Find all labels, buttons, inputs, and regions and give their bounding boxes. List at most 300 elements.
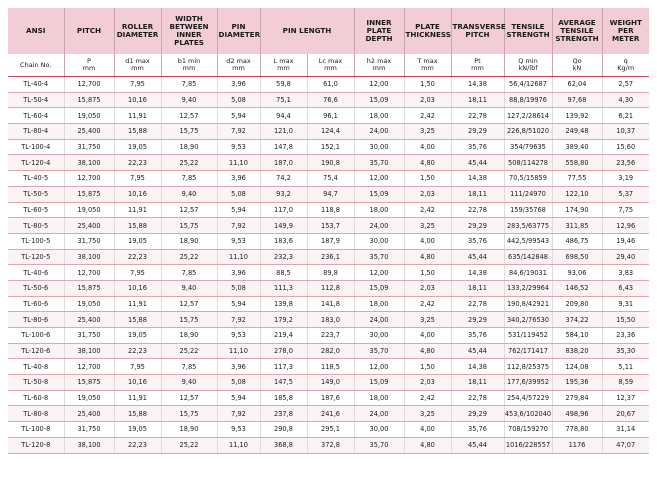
table-row (8, 406, 649, 422)
table-cell: 3,25 (404, 312, 451, 328)
table-row (8, 202, 649, 218)
table-cell: 7,85 (161, 359, 217, 375)
table-cell: 25,400 (64, 312, 114, 328)
table-cell: 153,7 (307, 218, 354, 234)
table-cell: 24,00 (354, 218, 404, 234)
table-cell: 19,05 (114, 233, 161, 249)
table-cell: 35,76 (451, 233, 504, 249)
table-cell: 122,10 (552, 186, 602, 202)
table-cell: 25,22 (161, 155, 217, 171)
table-cell: 149,0 (307, 375, 354, 391)
table-cell: 25,22 (161, 343, 217, 359)
table-cell: 15,88 (114, 312, 161, 328)
table-cell: 23,56 (602, 155, 649, 171)
table-cell: 18,00 (354, 296, 404, 312)
chain-no-cell: TL-80-5 (8, 218, 64, 234)
subheader-cell (404, 54, 451, 77)
table-cell: 7,92 (217, 124, 260, 140)
table-cell: 31,750 (64, 139, 114, 155)
table-cell: 584,10 (552, 328, 602, 344)
table-cell: 7,92 (217, 406, 260, 422)
table-cell: 15,875 (64, 375, 114, 391)
chain-no-cell: TL-120-4 (8, 155, 64, 171)
table-cell: 187,6 (307, 390, 354, 406)
table-cell: 778,80 (552, 422, 602, 438)
table-cell: 31,750 (64, 422, 114, 438)
table-cell: 4,00 (404, 328, 451, 344)
subheader-symbol: Qo (572, 57, 582, 65)
table-cell: 45,44 (451, 249, 504, 265)
subheader-cell (451, 54, 504, 77)
table-cell: 19,05 (114, 328, 161, 344)
table-row (8, 77, 649, 93)
chain-spec-table-container (8, 8, 649, 454)
table-cell: 282,0 (307, 343, 354, 359)
table-cell: 12,700 (64, 359, 114, 375)
table-cell: 9,53 (217, 328, 260, 344)
table-cell: 7,85 (161, 171, 217, 187)
table-row (8, 139, 649, 155)
table-cell: 7,85 (161, 265, 217, 281)
subheader-unit: mm (277, 64, 290, 72)
table-cell: 38,100 (64, 343, 114, 359)
table-cell: 29,29 (451, 218, 504, 234)
table-cell: 75,4 (307, 171, 354, 187)
table-cell: 15,875 (64, 280, 114, 296)
header-pin-diameter: PIN DIAMETER (217, 8, 260, 54)
table-cell: 12,700 (64, 265, 114, 281)
table-cell: 9,31 (602, 296, 649, 312)
table-cell: 35,70 (354, 437, 404, 453)
subheader-cell (602, 54, 649, 77)
table-cell: 15,75 (161, 218, 217, 234)
table-cell: 11,10 (217, 249, 260, 265)
table-cell: 20,67 (602, 406, 649, 422)
table-row (8, 343, 649, 359)
table-cell: 2,03 (404, 186, 451, 202)
table-cell: 4,00 (404, 233, 451, 249)
table-cell: 112,8/25375 (504, 359, 552, 375)
table-cell: 187,9 (307, 233, 354, 249)
subheader-unit: mm (82, 64, 96, 72)
chain-no-cell: TL-50-6 (8, 280, 64, 296)
table-cell: 124,4 (307, 124, 354, 140)
table-cell: 22,23 (114, 343, 161, 359)
table-cell: 117,3 (260, 359, 307, 375)
table-cell: 183,0 (307, 312, 354, 328)
table-cell: 15,75 (161, 406, 217, 422)
table-row (8, 437, 649, 453)
table-cell: 389,40 (552, 139, 602, 155)
table-cell: 22,23 (114, 249, 161, 265)
table-cell: 3,19 (602, 171, 649, 187)
table-cell: 141,8 (307, 296, 354, 312)
table-row (8, 186, 649, 202)
subheader-symbol: Lc max (318, 57, 343, 65)
table-cell: 1,50 (404, 171, 451, 187)
table-row (8, 249, 649, 265)
table-cell: 279,84 (552, 390, 602, 406)
table-cell: 15,88 (114, 124, 161, 140)
table-cell: 226,8/51020 (504, 124, 552, 140)
table-cell: 24,00 (354, 124, 404, 140)
table-cell: 62,04 (552, 77, 602, 93)
table-cell: 133,2/29964 (504, 280, 552, 296)
table-cell: 18,90 (161, 328, 217, 344)
table-cell: 35,30 (602, 343, 649, 359)
table-cell: 9,40 (161, 280, 217, 296)
table-cell: 5,08 (217, 186, 260, 202)
subheader-unit: mm (421, 64, 434, 72)
table-cell: 29,29 (451, 312, 504, 328)
subheader-cell (8, 54, 64, 77)
table-cell: 179,2 (260, 312, 307, 328)
table-cell: 236,1 (307, 249, 354, 265)
table-cell: 59,8 (260, 77, 307, 93)
table-row (8, 422, 649, 438)
table-cell: 1016/228557 (504, 437, 552, 453)
table-cell: 22,23 (114, 437, 161, 453)
header-row (8, 8, 649, 54)
table-cell: 2,42 (404, 108, 451, 124)
table-cell: 3,96 (217, 171, 260, 187)
table-row (8, 124, 649, 140)
table-cell: 30,00 (354, 139, 404, 155)
table-cell: 3,25 (404, 124, 451, 140)
table-cell: 24,00 (354, 312, 404, 328)
subheader-symbol: q (623, 57, 628, 65)
chain-no-cell: TL-120-8 (8, 437, 64, 453)
table-cell: 76,6 (307, 92, 354, 108)
table-cell: 96,1 (307, 108, 354, 124)
table-cell: 18,90 (161, 233, 217, 249)
table-row (8, 108, 649, 124)
table-cell: 15,60 (602, 139, 649, 155)
table-cell: 11,10 (217, 155, 260, 171)
table-cell: 6,21 (602, 108, 649, 124)
chain-no-cell: TL-60-5 (8, 202, 64, 218)
subheader-symbol: d2 max (226, 57, 251, 65)
table-cell: 4,80 (404, 155, 451, 171)
table-cell: 19,050 (64, 108, 114, 124)
table-cell: 19,05 (114, 139, 161, 155)
table-cell: 223,7 (307, 328, 354, 344)
table-cell: 2,42 (404, 202, 451, 218)
table-cell: 15,09 (354, 375, 404, 391)
table-cell: 5,94 (217, 390, 260, 406)
header-weight-per-meter: WEIGHT PER METER (602, 8, 649, 54)
table-cell: 15,875 (64, 186, 114, 202)
table-cell: 5,08 (217, 92, 260, 108)
table-cell: 19,46 (602, 233, 649, 249)
table-cell: 442,5/99543 (504, 233, 552, 249)
table-cell: 45,44 (451, 343, 504, 359)
table-cell: 35,76 (451, 328, 504, 344)
table-cell: 2,03 (404, 375, 451, 391)
table-cell: 12,37 (602, 390, 649, 406)
table-cell: 29,29 (451, 124, 504, 140)
table-cell: 1,50 (404, 77, 451, 93)
table-cell: 278,0 (260, 343, 307, 359)
table-row (8, 312, 649, 328)
table-cell: 10,16 (114, 375, 161, 391)
table-row (8, 390, 649, 406)
table-cell: 111/24970 (504, 186, 552, 202)
chain-no-cell: TL-80-8 (8, 406, 64, 422)
table-cell: 12,00 (354, 171, 404, 187)
table-cell: 5,08 (217, 280, 260, 296)
table-cell: 9,40 (161, 92, 217, 108)
header-roller-diameter: ROLLER DIAMETER (114, 8, 161, 54)
subheader-unit: mm (324, 64, 337, 72)
table-cell: 147,8 (260, 139, 307, 155)
table-cell: 77,55 (552, 171, 602, 187)
table-row (8, 359, 649, 375)
table-cell: 74,2 (260, 171, 307, 187)
table-cell: 10,16 (114, 186, 161, 202)
table-cell: 3,25 (404, 218, 451, 234)
table-cell: 2,57 (602, 77, 649, 93)
table-cell: 498,96 (552, 406, 602, 422)
table-cell: 25,400 (64, 124, 114, 140)
chain-no-cell: TL-60-8 (8, 390, 64, 406)
table-cell: 4,80 (404, 249, 451, 265)
chain-no-cell: TL-40-8 (8, 359, 64, 375)
table-cell: 290,8 (260, 422, 307, 438)
table-cell: 22,78 (451, 390, 504, 406)
subheader-symbol: Q min (518, 57, 538, 65)
header-inner-plate-depth: INNER PLATE DEPTH (354, 8, 404, 54)
table-cell: 10,16 (114, 280, 161, 296)
table-cell: 61,0 (307, 77, 354, 93)
subheader-symbol: Pt (474, 57, 481, 65)
header-pin-length: PIN LENGTH (260, 8, 354, 54)
subheader-cell (354, 54, 404, 77)
table-cell: 70,5/15859 (504, 171, 552, 187)
table-cell: 195,36 (552, 375, 602, 391)
chain-no-cell: TL-40-5 (8, 171, 64, 187)
table-cell: 18,90 (161, 422, 217, 438)
table-cell: 3,96 (217, 77, 260, 93)
table-cell: 159/35768 (504, 202, 552, 218)
table-cell: 311,85 (552, 218, 602, 234)
table-cell: 508/114278 (504, 155, 552, 171)
chain-no-cell: TL-100-4 (8, 139, 64, 155)
table-cell: 698,50 (552, 249, 602, 265)
table-cell: 254,4/57229 (504, 390, 552, 406)
table-row (8, 92, 649, 108)
chain-no-cell: TL-50-8 (8, 375, 64, 391)
table-cell: 5,94 (217, 108, 260, 124)
table-cell: 88,8/19976 (504, 92, 552, 108)
table-cell: 35,70 (354, 343, 404, 359)
table-row (8, 233, 649, 249)
table-cell: 9,53 (217, 139, 260, 155)
table-cell: 232,3 (260, 249, 307, 265)
table-row (8, 375, 649, 391)
table-cell: 121,0 (260, 124, 307, 140)
table-cell: 93,2 (260, 186, 307, 202)
table-cell: 3,83 (602, 265, 649, 281)
table-cell: 139,8 (260, 296, 307, 312)
table-cell: 5,94 (217, 296, 260, 312)
table-cell: 283,5/63775 (504, 218, 552, 234)
table-cell: 35,76 (451, 139, 504, 155)
table-cell: 12,700 (64, 77, 114, 93)
table-cell: 94,7 (307, 186, 354, 202)
table-cell: 4,80 (404, 437, 451, 453)
table-cell: 486,75 (552, 233, 602, 249)
table-cell: 1,50 (404, 359, 451, 375)
table-cell: 25,400 (64, 406, 114, 422)
table-cell: 149,9 (260, 218, 307, 234)
table-cell: 139,92 (552, 108, 602, 124)
header-plate-thickness: PLATE THICKNESS (404, 8, 451, 54)
table-cell: 18,11 (451, 186, 504, 202)
table-cell: 117,0 (260, 202, 307, 218)
table-cell: 14,38 (451, 171, 504, 187)
table-cell: 174,90 (552, 202, 602, 218)
table-cell: 29,29 (451, 406, 504, 422)
table-cell: 9,53 (217, 233, 260, 249)
table-cell: 10,16 (114, 92, 161, 108)
table-cell: 838,20 (552, 343, 602, 359)
table-cell: 18,00 (354, 390, 404, 406)
table-cell: 12,57 (161, 108, 217, 124)
chain-no-cell: TL-40-4 (8, 77, 64, 93)
table-cell: 15,09 (354, 280, 404, 296)
table-cell: 118,5 (307, 359, 354, 375)
subheader-unit: mm (372, 64, 386, 72)
table-cell: 7,92 (217, 218, 260, 234)
subheader-symbol: d1 max (125, 57, 150, 65)
table-cell: 14,38 (451, 77, 504, 93)
table-cell: 7,95 (114, 359, 161, 375)
table-cell: 97,68 (552, 92, 602, 108)
table-cell: 5,37 (602, 186, 649, 202)
table-cell: 94,4 (260, 108, 307, 124)
chain-no-cell: TL-120-6 (8, 343, 64, 359)
subheader-cell (504, 54, 552, 77)
table-cell: 183,6 (260, 233, 307, 249)
table-cell: 2,42 (404, 390, 451, 406)
subheader-cell (114, 54, 161, 77)
chain-no-cell: TL-50-4 (8, 92, 64, 108)
subheader-row (8, 54, 649, 77)
subheader-unit: mm (232, 64, 245, 72)
table-cell: 38,100 (64, 437, 114, 453)
chain-no-cell: TL-40-6 (8, 265, 64, 281)
table-cell: 2,03 (404, 280, 451, 296)
table-cell: 18,11 (451, 375, 504, 391)
table-cell: 45,44 (451, 437, 504, 453)
table-cell: 9,53 (217, 422, 260, 438)
subheader-symbol: T max (417, 57, 438, 65)
table-cell: 19,050 (64, 202, 114, 218)
table-cell: 47,07 (602, 437, 649, 453)
table-cell: 3,96 (217, 265, 260, 281)
table-cell: 340,2/76530 (504, 312, 552, 328)
table-cell: 18,11 (451, 280, 504, 296)
table-cell: 38,100 (64, 249, 114, 265)
table-row (8, 218, 649, 234)
table-cell: 127,2/28614 (504, 108, 552, 124)
table-cell: 93,06 (552, 265, 602, 281)
table-cell: 4,00 (404, 139, 451, 155)
table-cell: 18,11 (451, 92, 504, 108)
subheader-cell (161, 54, 217, 77)
table-cell: 12,57 (161, 202, 217, 218)
header-width-between-inner-plates: WIDTH BETWEEN INNER PLATES (161, 8, 217, 54)
subheader-symbol: P (87, 57, 91, 65)
table-cell: 14,38 (451, 265, 504, 281)
table-cell: 15,88 (114, 406, 161, 422)
table-cell: 84,6/19031 (504, 265, 552, 281)
table-cell: 38,100 (64, 155, 114, 171)
table-cell: 190,8 (307, 155, 354, 171)
subheader-symbol: L max (273, 57, 294, 65)
header-tensile-strength: TENSILE STRENGTH (504, 8, 552, 54)
subheader-unit: Kg/m (617, 64, 635, 72)
table-cell: 241,6 (307, 406, 354, 422)
table-row (8, 328, 649, 344)
table-cell: 25,22 (161, 437, 217, 453)
subheader-unit: kN/lbf (518, 64, 538, 72)
table-cell: 7,95 (114, 77, 161, 93)
table-cell: 35,70 (354, 155, 404, 171)
table-cell: 18,00 (354, 108, 404, 124)
table-cell: 35,70 (354, 249, 404, 265)
table-cell: 531/119452 (504, 328, 552, 344)
subheader-cell (260, 54, 307, 77)
table-cell: 5,11 (602, 359, 649, 375)
table-cell: 295,1 (307, 422, 354, 438)
table-cell: 12,57 (161, 296, 217, 312)
table-cell: 29,40 (602, 249, 649, 265)
table-cell: 10,37 (602, 124, 649, 140)
table-body (8, 77, 649, 454)
table-cell: 11,10 (217, 343, 260, 359)
table-cell: 15,75 (161, 124, 217, 140)
subheader-cell (217, 54, 260, 77)
table-cell: 15,09 (354, 92, 404, 108)
table-cell: 2,03 (404, 92, 451, 108)
table-cell: 75,1 (260, 92, 307, 108)
table-cell: 19,050 (64, 296, 114, 312)
table-cell: 22,23 (114, 155, 161, 171)
chain-no-cell: TL-60-4 (8, 108, 64, 124)
table-cell: 7,85 (161, 77, 217, 93)
subheader-unit: mm (471, 64, 484, 72)
table-cell: 7,95 (114, 171, 161, 187)
table-cell: 19,05 (114, 422, 161, 438)
table-cell: 31,14 (602, 422, 649, 438)
table-cell: 762/171417 (504, 343, 552, 359)
table-cell: 35,76 (451, 422, 504, 438)
table-cell: 4,00 (404, 422, 451, 438)
table-cell: 22,78 (451, 202, 504, 218)
table-cell: 635/142848 (504, 249, 552, 265)
subheader-cell (64, 54, 114, 77)
chain-no-cell: TL-80-4 (8, 124, 64, 140)
table-cell: 7,92 (217, 312, 260, 328)
table-cell: 14,38 (451, 359, 504, 375)
chain-no-cell: TL-60-6 (8, 296, 64, 312)
table-cell: 15,875 (64, 92, 114, 108)
table-cell: 30,00 (354, 233, 404, 249)
table-cell: 88,5 (260, 265, 307, 281)
table-cell: 12,700 (64, 171, 114, 187)
